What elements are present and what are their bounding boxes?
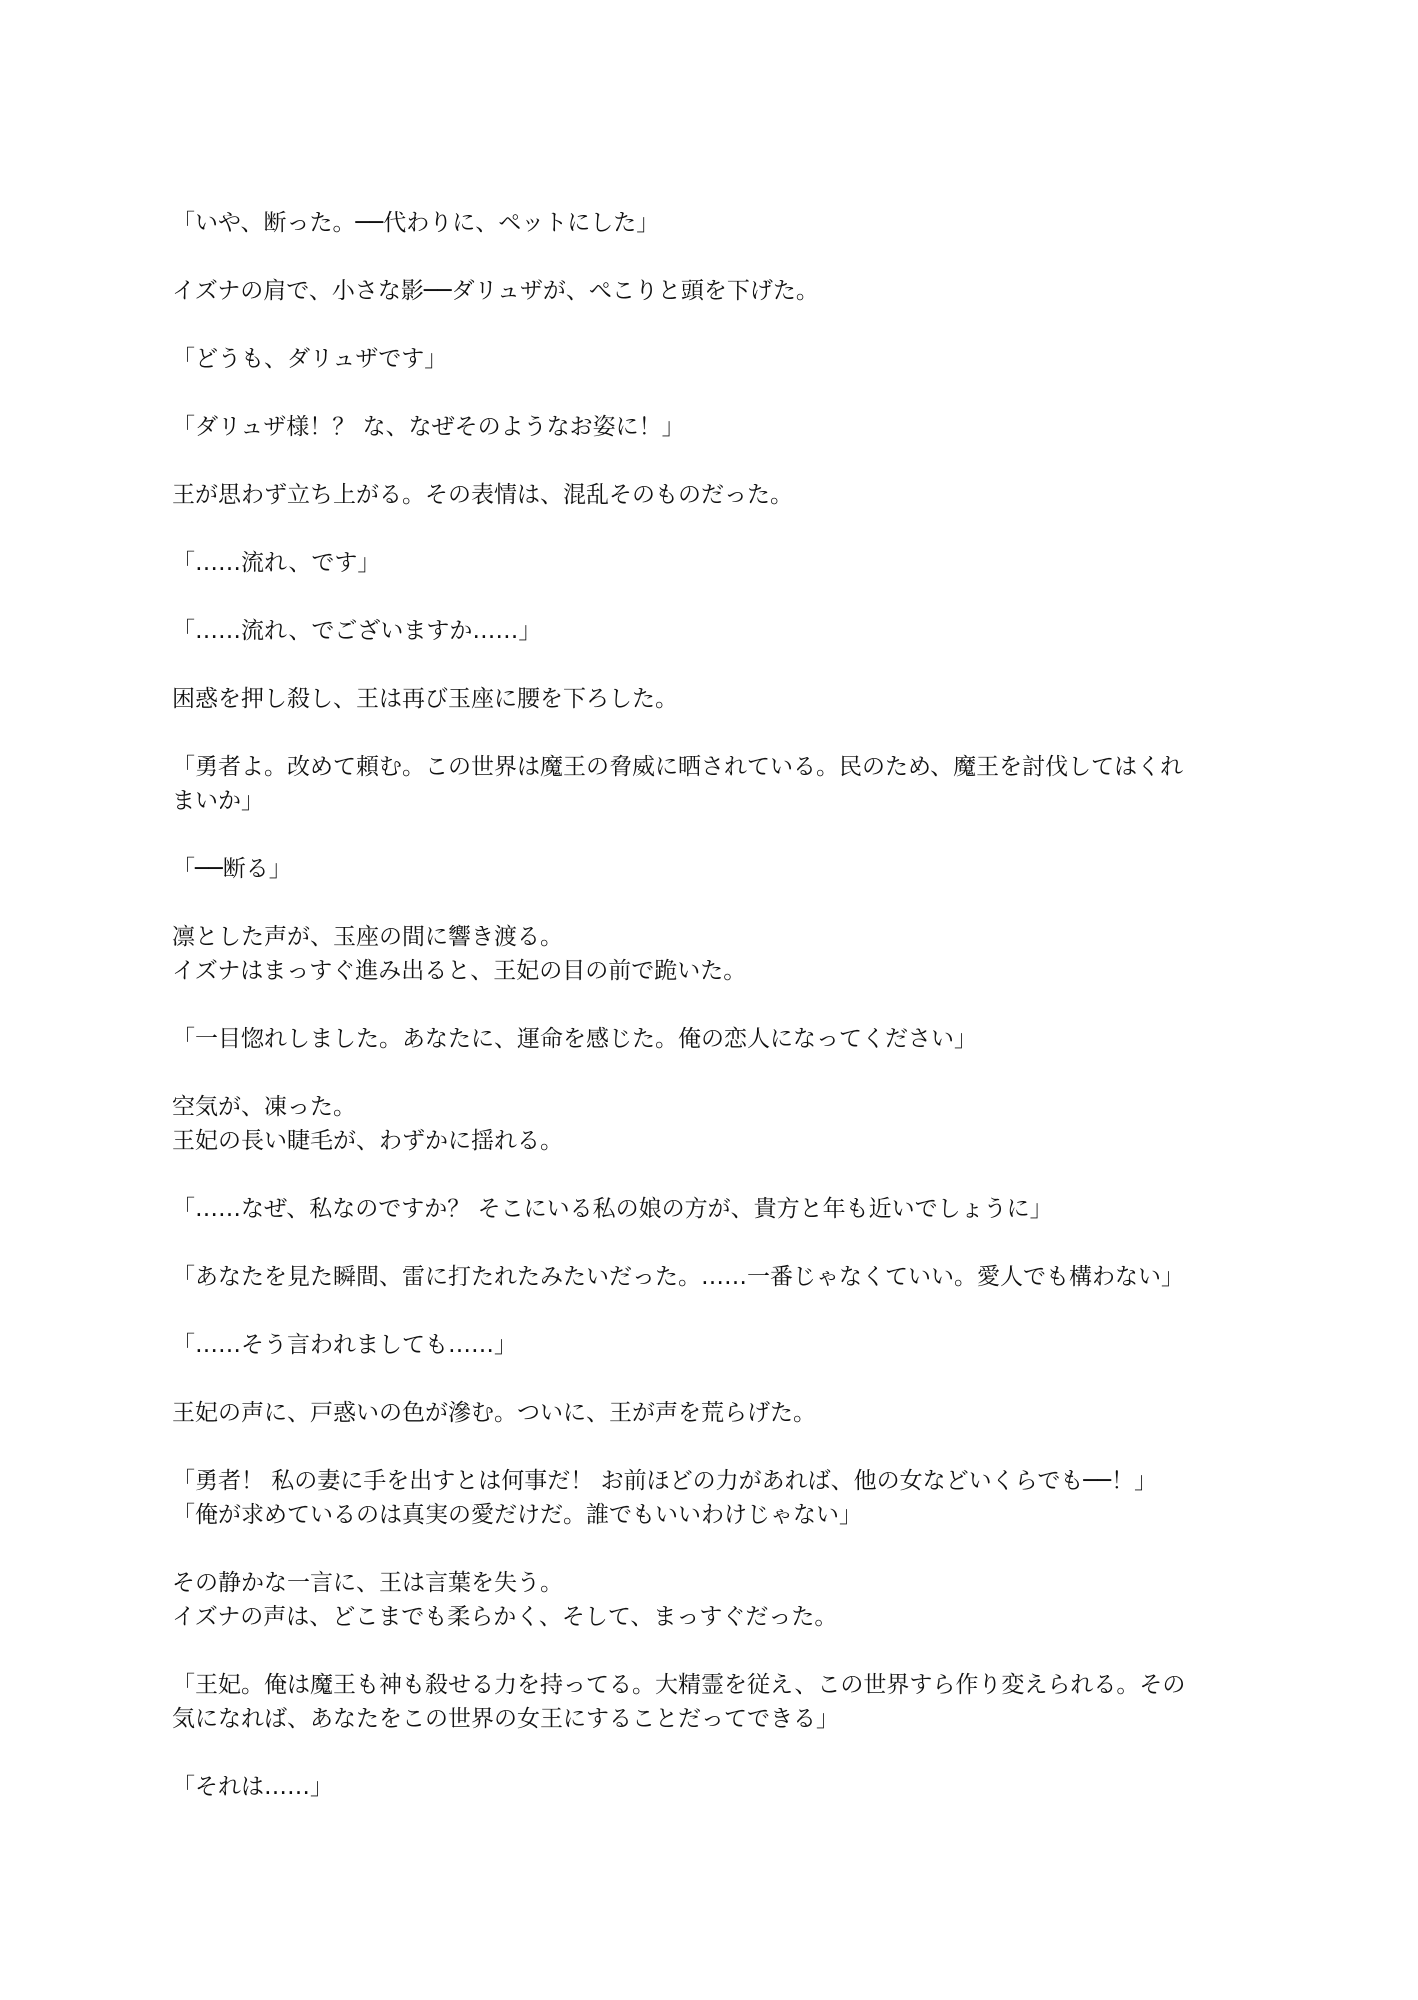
text-line: 凛とした声が、玉座の間に響き渡る。 [172,924,563,950]
paragraph [172,1464,1252,1532]
paragraph [172,342,1252,376]
text-line: まいか」 [172,788,264,814]
paragraph [172,1090,1252,1158]
text-line: その静かな一言に、王は言葉を失う。 [172,1570,563,1596]
paragraph [172,546,1252,580]
text-line: 「ダリュザ様！？ な、なぜそのようなお姿に！」 [172,414,685,440]
text-line: 王が思わず立ち上がる。その表情は、混乱そのものだった。 [172,482,793,508]
paragraph [172,1396,1252,1430]
paragraph [172,206,1252,240]
text-line: 空気が、凍った。 [172,1094,356,1120]
paragraph [172,1022,1252,1056]
text-line: 「あなたを見た瞬間、雷に打たれたみたいだった。……一番じゃなくていい。愛人でも構わない」 [172,1264,1184,1290]
paragraph [172,1192,1252,1226]
document-body [172,206,1252,1838]
text-line: イズナの声は、どこまでも柔らかく、そして、まっすぐだった。 [172,1604,838,1630]
paragraph [172,852,1252,886]
text-line: 気になれば、あなたをこの世界の女王にすることだってできる」 [172,1706,839,1732]
paragraph [172,1668,1252,1736]
text-line: 「……流れ、です」 [172,550,381,576]
paragraph [172,682,1252,716]
paragraph [172,1328,1252,1362]
text-line: 「俺が求めているのは真実の愛だけだ。誰でもいいわけじゃない」 [172,1502,862,1528]
paragraph [172,274,1252,308]
text-line: イズナはまっすぐ進み出ると、王妃の目の前で跪いた。 [172,958,747,984]
text-line: 困惑を押し殺し、王は再び玉座に腰を下ろした。 [172,686,678,712]
text-line: 「勇者よ。改めて頼む。この世界は魔王の脅威に晒されている。民のため、魔王を討伐してはくれ [172,754,1184,780]
paragraph [172,920,1252,988]
text-line: 「一目惚れしました。あなたに、運命を感じた。俺の恋人になってください」 [172,1026,977,1052]
paragraph [172,410,1252,444]
paragraph [172,1260,1252,1294]
paragraph [172,750,1252,818]
text-line: 「──断る」 [172,856,292,882]
text-line: 王妃の長い睫毛が、わずかに揺れる。 [172,1128,563,1154]
text-line: 「どうも、ダリュザです」 [172,346,448,372]
text-line: 「勇者！ 私の妻に手を出すとは何事だ！ お前ほどの力があれば、他の女などいくらでも──！」 [172,1468,1158,1494]
paragraph [172,1770,1252,1804]
text-line: 「……なぜ、私なのですか？ そこにいる私の娘の方が、貴方と年も近いでしょうに」 [172,1196,1053,1222]
text-line: 「……そう言われましても……」 [172,1332,517,1358]
text-line: 王妃の声に、戸惑いの色が滲む。ついに、王が声を荒らげた。 [172,1400,816,1426]
text-line: 「……流れ、でございますか……」 [172,618,542,644]
text-line: イズナの肩で、小さな影──ダリュザが、ぺこりと頭を下げた。 [172,278,819,304]
text-line: 「いや、断った。──代わりに、ペットにした」 [172,210,660,236]
paragraph [172,1566,1252,1634]
text-line: 「王妃。俺は魔王も神も殺せる力を持ってる。大精霊を従え、この世界すら作り変えられる。その [172,1672,1186,1698]
paragraph [172,478,1252,512]
paragraph [172,614,1252,648]
text-line: 「それは……」 [172,1774,333,1800]
